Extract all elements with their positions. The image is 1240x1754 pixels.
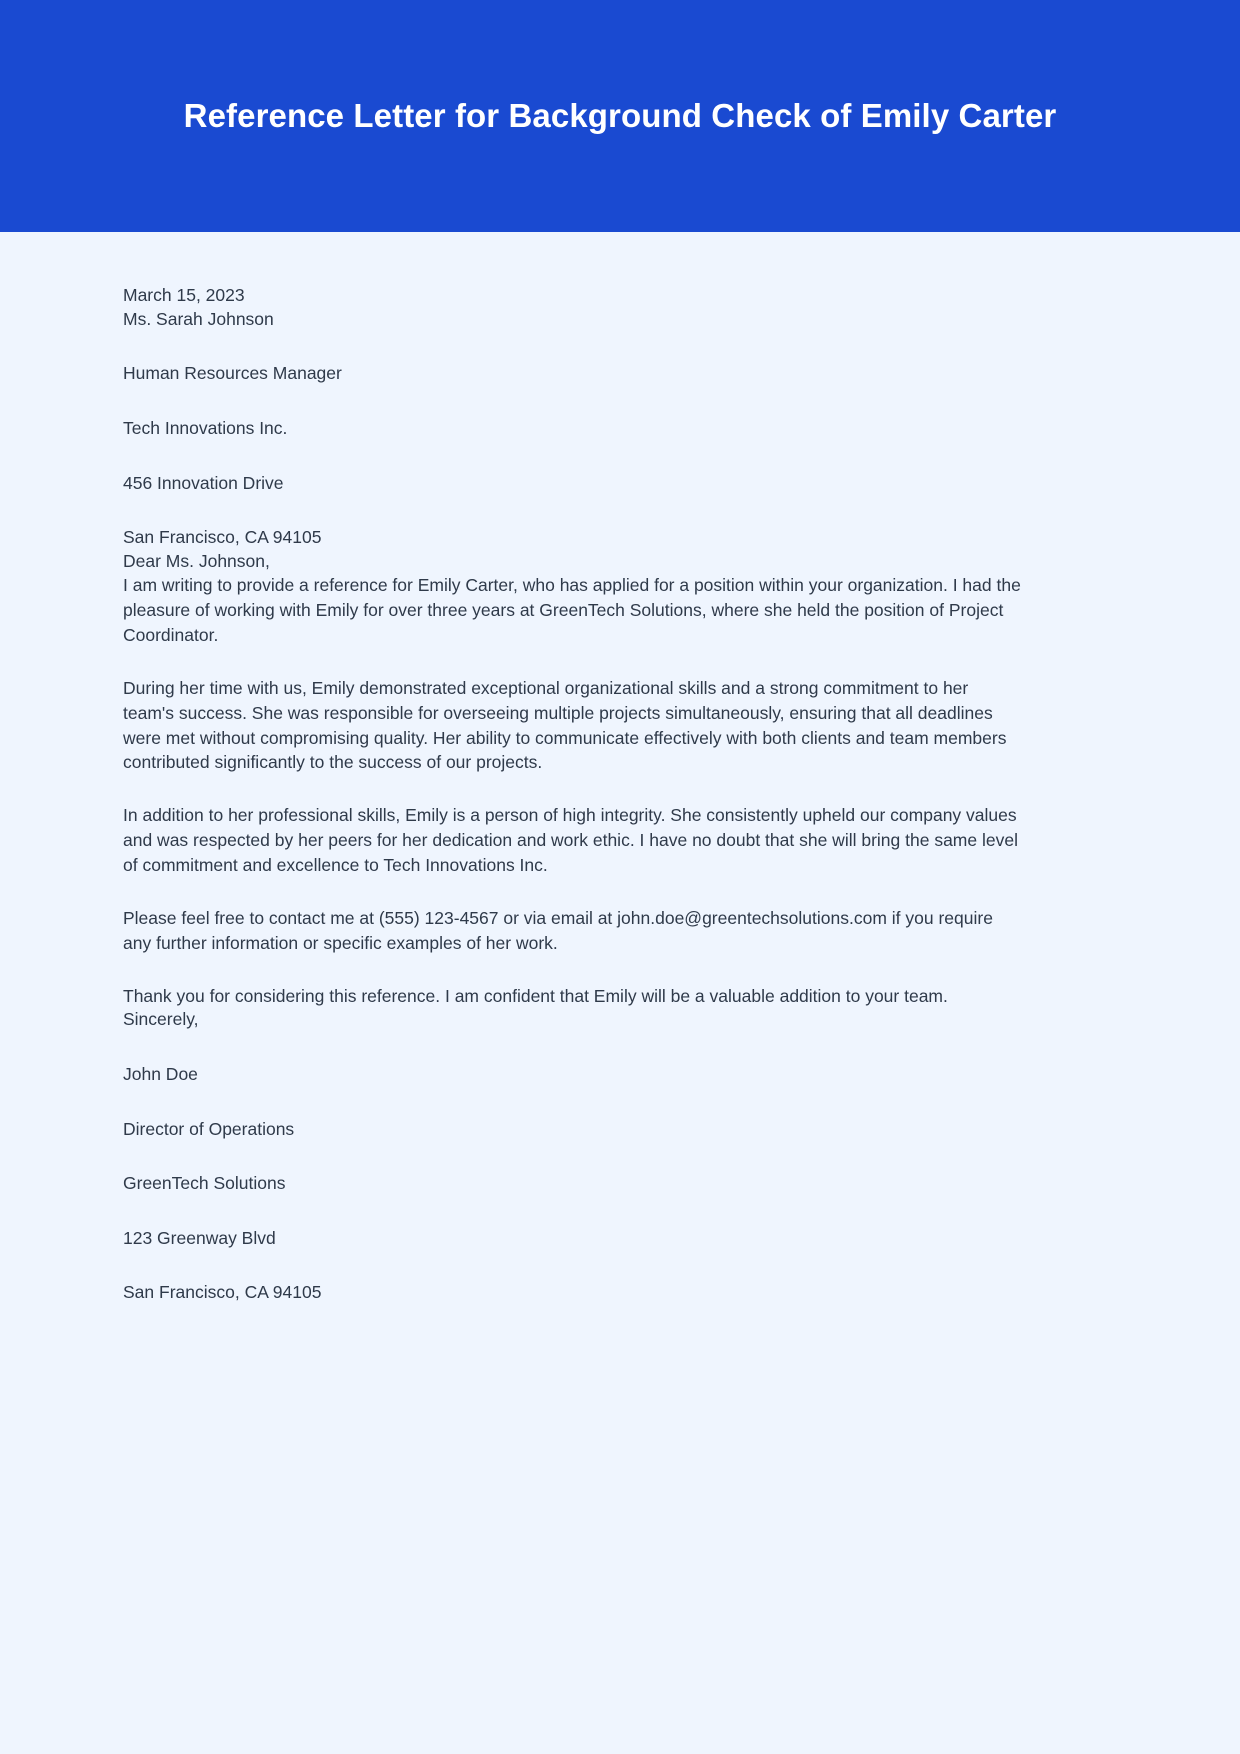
letter-date-block <box>123 284 1023 308</box>
signer-city-state-zip: San Francisco, CA 94105 <box>123 1282 322 1303</box>
letter-paragraph-2: During her time with us, Emily demonstrated exceptional organizational skills and a strong commitment to her team's success. She was responsible for overseeing multiple projects simultaneously, ensuring that all deadlines were met without compromising quality. Her ability to communicate effectively with both clients and team members contributed significantly to the success of our projects. <box>123 677 1007 773</box>
letter-header-banner <box>0 0 1240 232</box>
signer-street: 123 Greenway Blvd <box>123 1227 276 1248</box>
recipient-address-block <box>123 308 1023 550</box>
signer-company: GreenTech Solutions <box>123 1173 286 1194</box>
letter-content <box>0 232 1240 1754</box>
recipient-city-state-zip: San Francisco, CA 94105 <box>123 527 322 548</box>
letter-paragraph-3: In addition to her professional skills, Emily is a person of high integrity. She consistently upheld our company values and was respected by her peers for her dedication and work ethic. I have no doubt that she will bring the same level of commitment and excellence to Tech Innovations Inc. <box>123 805 1018 875</box>
letter-paragraph-1: I am writing to provide a reference for Emily Carter, who has applied for a position within your organization. I had the pleasure of working with Emily for over three years at GreenTech Solutions, where she held the position of Project Coordinator. <box>123 575 1021 646</box>
recipient-name: Ms. Sarah Johnson <box>123 308 274 329</box>
signer-name: John Doe <box>123 1063 198 1084</box>
letter-date: March 15, 2023 <box>123 285 245 305</box>
letter-paragraph-4: Please feel free to contact me at (555) 123-4567 or via email at john.doe@greentechsolutions.com if you require any further information or specific examples of her work. <box>123 907 993 953</box>
recipient-job-title: Human Resources Manager <box>123 363 342 384</box>
salutation-block <box>123 550 1023 574</box>
closing-salutation: Sincerely, <box>123 1009 199 1030</box>
recipient-street: 456 Innovation Drive <box>123 472 284 493</box>
salutation: Dear Ms. Johnson, <box>123 550 270 571</box>
signature-block <box>123 1008 1023 1305</box>
letter-paragraph-5: Thank you for considering this reference. I am confident that Emily will be a valuable addition to your team. <box>123 985 948 1006</box>
signer-job-title: Director of Operations <box>123 1118 295 1139</box>
letter-paragraphs <box>123 573 1023 1008</box>
recipient-company: Tech Innovations Inc. <box>123 417 288 438</box>
page-title: Reference Letter for Background Check of Emily Carter <box>183 97 1057 135</box>
